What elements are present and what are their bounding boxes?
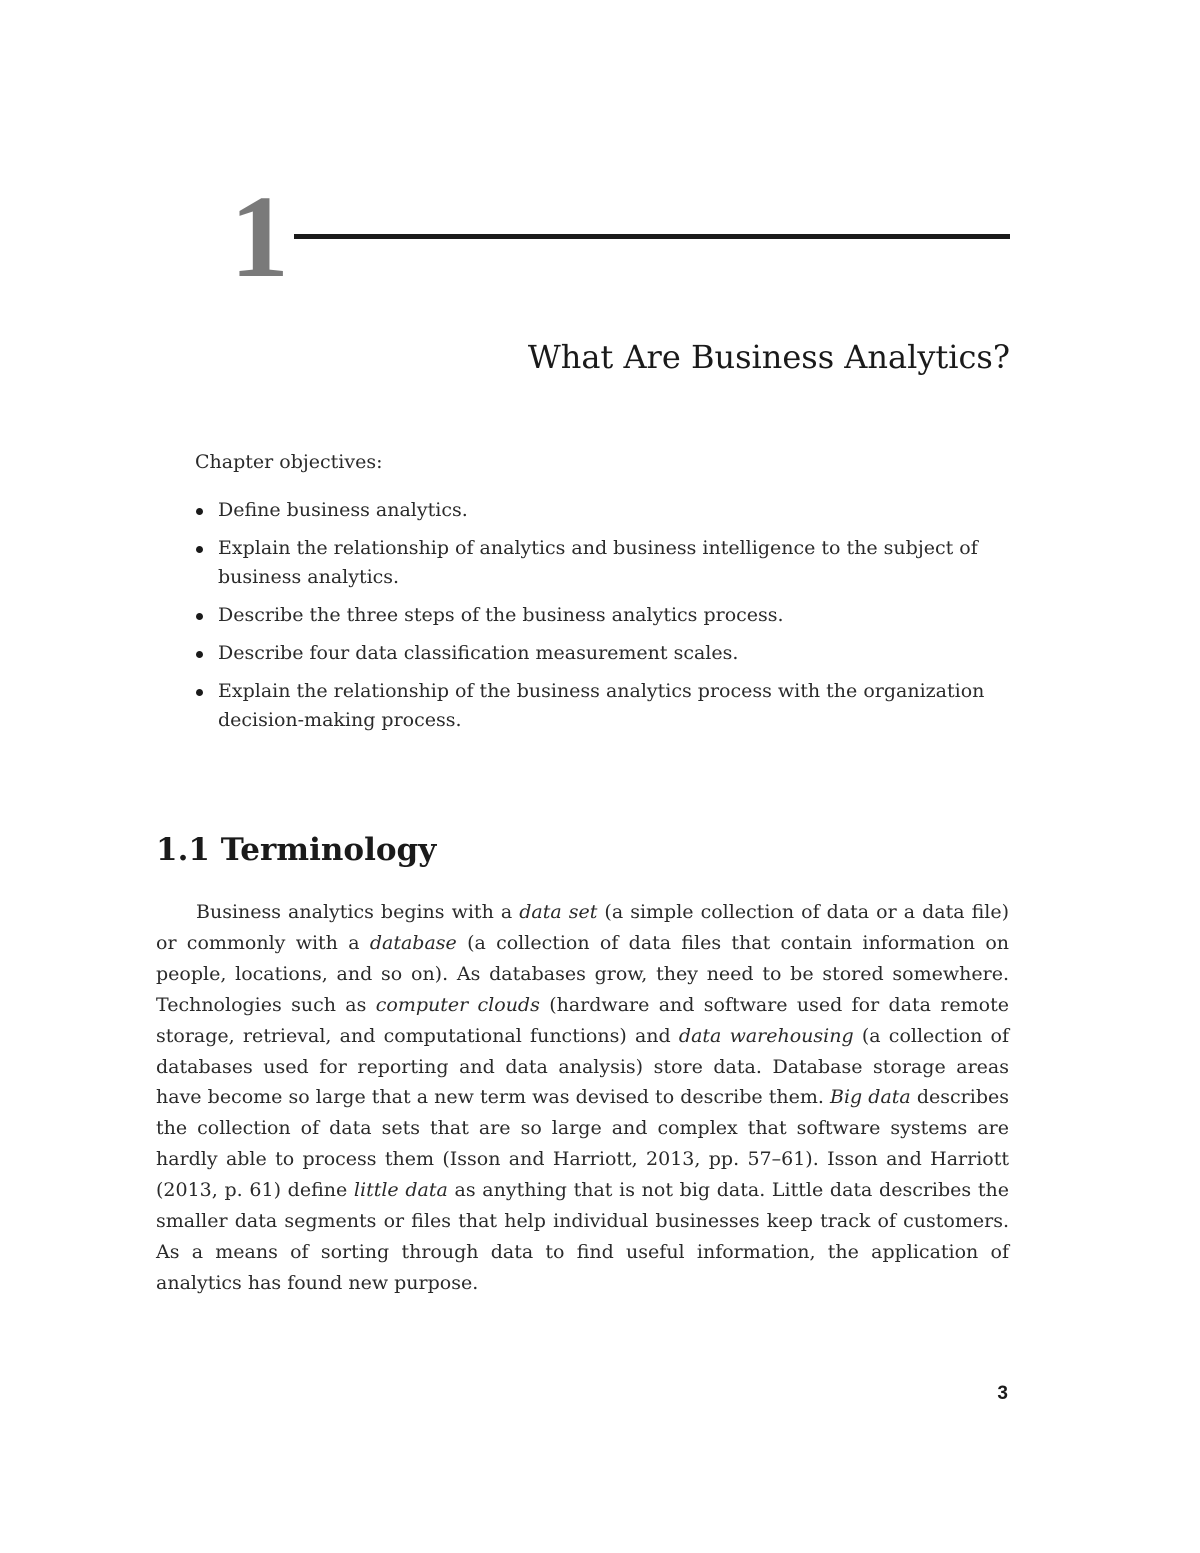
objective-text: Define business analytics. [218, 499, 468, 521]
objective-item [195, 639, 1010, 668]
bullet-icon [196, 613, 203, 620]
page-number: 3 [997, 1383, 1008, 1404]
objective-item [195, 534, 1010, 592]
term-little-data: little data [353, 1179, 448, 1202]
bullet-icon [196, 689, 203, 696]
term-big-data: Big data [830, 1086, 911, 1109]
objective-item [195, 496, 1010, 525]
objective-item [195, 677, 1010, 735]
bullet-icon [196, 546, 203, 553]
objective-text: Describe four data classification measurement scales. [218, 642, 739, 664]
section-heading: 1.1 Terminology [156, 832, 437, 868]
chapter-objectives [195, 448, 1010, 744]
paragraph-text: as anything that is not big data. Little data describes the smaller data segments or files that help individual businesses keep track of customers. As a means of sorting through data to find useful information, the application of analytics has found new purpose. [156, 1179, 1009, 1294]
bullet-icon [196, 508, 203, 515]
term-data-warehousing: data warehousing [678, 1024, 854, 1047]
objective-text: Explain the relationship of analytics and business intelligence to the subject of business analytics. [218, 537, 978, 588]
paragraph-text: (a collection of data files that contain information on people, locations, and so on). As databases grow, they need to be stored somewhere. Technologies such as [156, 931, 1009, 1016]
chapter-rule-divider [294, 234, 1010, 239]
chapter-title: What Are Business Analytics? [527, 338, 1010, 376]
paragraph-text: Business analytics begins with a [196, 901, 520, 923]
objective-item [195, 601, 1010, 630]
paragraph-text: describes the collection of data sets that are so large and complex that software systems are hardly able to process them (Isson and Harriott, 2013, pp. 57–61). Isson and Harriott (2013, p. 61) define [156, 1086, 1009, 1202]
paragraph-text: (hardware and software used for data remote storage, retrieval, and computational functions) and [156, 993, 1009, 1047]
objectives-list [195, 496, 1010, 735]
paragraph-text: (a collection of databases used for reporting and data analysis) store data. Database storage areas have become so large that a new term was devised to describe them. [156, 1024, 1009, 1109]
body-paragraph [156, 897, 1009, 1299]
chapter-number: 1 [230, 171, 289, 302]
term-data-set: data set [519, 901, 598, 923]
term-computer-clouds: computer clouds [375, 993, 540, 1016]
term-database: database [369, 931, 457, 954]
paragraph-text: (a simple collection of data or a data file) or commonly with a [156, 901, 1010, 954]
objective-text: Explain the relationship of the business analytics process with the organization decision-making process. [218, 680, 985, 731]
objective-text: Describe the three steps of the business analytics process. [218, 604, 784, 626]
bullet-icon [196, 651, 203, 658]
objectives-heading: Chapter objectives: [195, 451, 383, 473]
